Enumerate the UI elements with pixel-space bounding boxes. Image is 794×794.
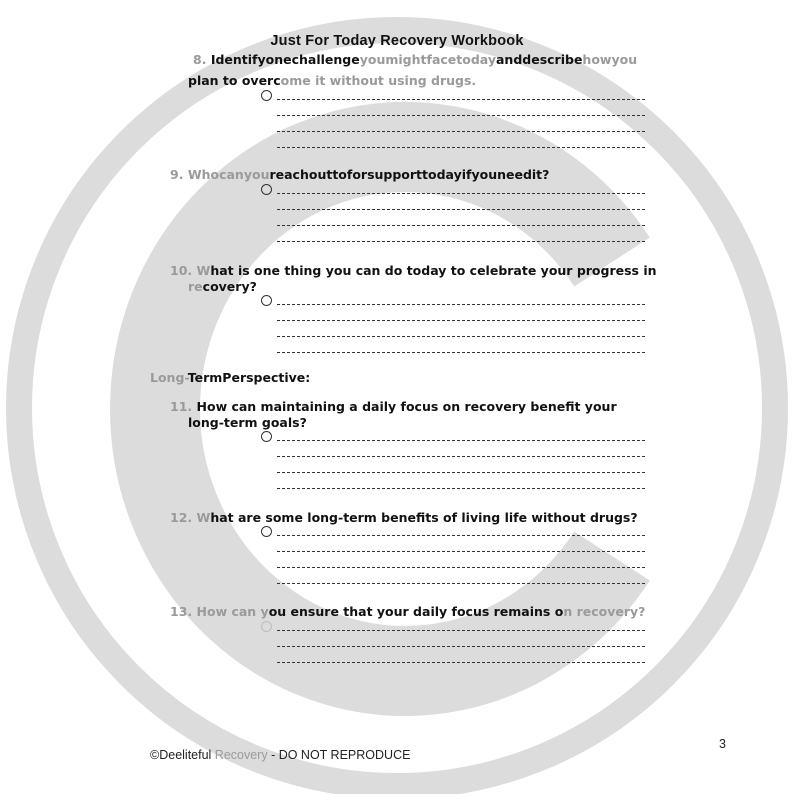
answer-line[interactable] (277, 630, 645, 631)
question-10: 10. What is one thing you can do today to celebrate your progress in (170, 263, 657, 278)
page-number: 3 (719, 737, 726, 751)
page-title: Just For Today Recovery Workbook (270, 33, 524, 49)
question-9: 9. Whocanyoureachouttoforsupporttodayifyouneedit? (170, 167, 550, 182)
answer-line[interactable] (277, 209, 645, 210)
answer-line[interactable] (277, 567, 645, 568)
answer-line[interactable] (277, 488, 645, 489)
answer-line[interactable] (277, 131, 645, 132)
answer-radio[interactable] (261, 90, 272, 101)
answer-line[interactable] (277, 583, 645, 584)
question-12: 12. What are some long-term benefits of living life without drugs? (170, 510, 638, 525)
answer-radio[interactable] (261, 431, 272, 442)
answer-line[interactable] (277, 535, 645, 536)
answer-line[interactable] (277, 320, 645, 321)
answer-line[interactable] (277, 456, 645, 457)
answer-radio[interactable] (261, 526, 272, 537)
answer-line[interactable] (277, 352, 645, 353)
question-text: Identifyonechallengeyoumightfacetodayanddescribehowyou (210, 52, 638, 67)
question-number: 11. (170, 399, 193, 414)
answer-radio[interactable] (261, 184, 272, 195)
answer-radio[interactable] (261, 621, 272, 632)
answer-line[interactable] (277, 193, 645, 194)
answer-line[interactable] (277, 472, 645, 473)
question-number: 8. (193, 52, 207, 67)
question-8 (193, 51, 637, 68)
question-11: 11. How can maintaining a daily focus on recovery benefit your (170, 399, 617, 414)
answer-line[interactable] (277, 646, 645, 647)
question-number: 10. (170, 263, 193, 278)
answer-line[interactable] (277, 115, 645, 116)
question-number: 9. (170, 167, 184, 182)
answer-line[interactable] (277, 304, 645, 305)
answer-line[interactable] (277, 147, 645, 148)
answer-line[interactable] (277, 225, 645, 226)
question-number: 12. (170, 510, 193, 525)
section-heading: Long-TermPerspective: (150, 370, 311, 385)
copyright-footer: ©Deeliteful Recovery - DO NOT REPRODUCE (150, 748, 411, 762)
question-number: 13. (170, 604, 193, 619)
question-11-continued: long-term goals? (188, 415, 307, 430)
answer-line[interactable] (277, 440, 645, 441)
answer-radio[interactable] (261, 295, 272, 306)
answer-line[interactable] (277, 99, 645, 100)
answer-line[interactable] (277, 551, 645, 552)
question-10-continued: recovery? (188, 279, 257, 294)
answer-line[interactable] (277, 241, 645, 242)
answer-line[interactable] (277, 336, 645, 337)
question-13: 13. How can you ensure that your daily focus remains on recovery? (170, 604, 646, 619)
question-8-continued: plan to overcome it without using drugs. (188, 73, 477, 88)
answer-line[interactable] (277, 662, 645, 663)
